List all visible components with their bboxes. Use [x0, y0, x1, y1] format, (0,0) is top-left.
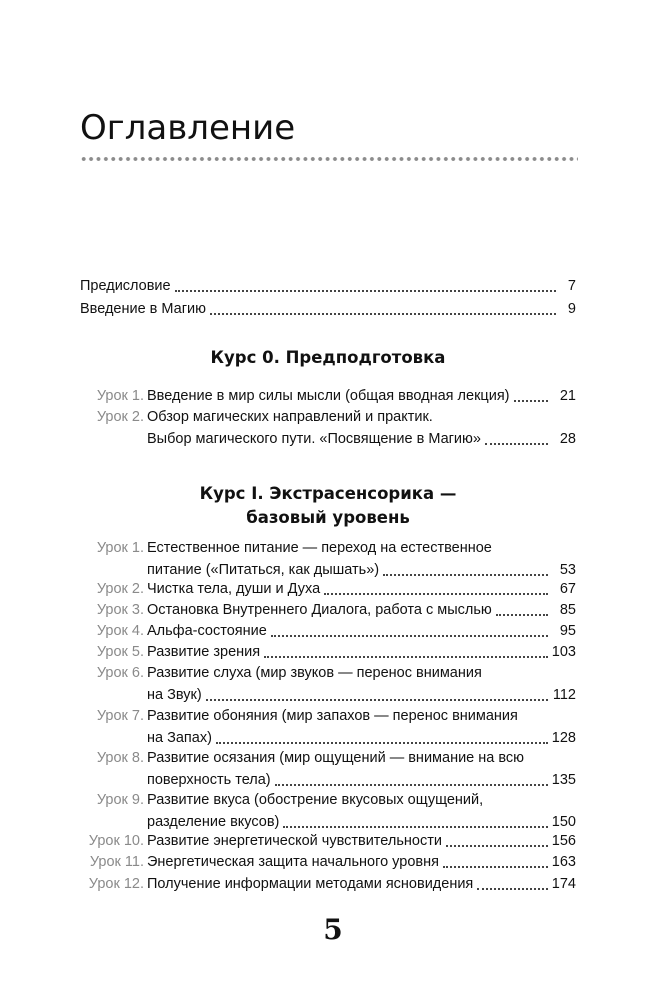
dot-leader	[206, 699, 548, 701]
lesson-title: Развитие энергетической чувствительности	[147, 833, 442, 849]
lesson-number: Урок 12.	[88, 876, 144, 892]
toc-page-number: 103	[551, 644, 576, 660]
lesson-title: разделение вкусов)	[147, 814, 280, 830]
lesson-number: Урок 9.	[96, 792, 144, 808]
lesson-number: Урок 4.	[96, 623, 144, 639]
lesson-title: Чистка тела, души и Духа	[147, 581, 321, 597]
lesson-number: Урок 2.	[96, 581, 144, 597]
dot-leader	[383, 574, 548, 576]
toc-entry-label: Введение в Магию	[80, 301, 206, 317]
toc-page-number: 9	[567, 301, 576, 317]
lesson-title: на Звук)	[147, 687, 202, 703]
toc-entry-preface[interactable]	[80, 275, 576, 297]
lesson-number: Урок 10.	[88, 833, 144, 849]
toc-page-number: 21	[559, 388, 576, 404]
toc-entry-introduction[interactable]	[80, 298, 576, 320]
dot-leader	[443, 866, 548, 868]
lesson-title: Развитие зрения	[147, 644, 261, 660]
toc-lesson[interactable]	[80, 620, 576, 642]
lesson-title: Выбор магического пути. «Посвящение в Магию»	[147, 431, 481, 447]
toc-page-number: 7	[567, 278, 576, 294]
toc-lesson[interactable]	[80, 385, 576, 407]
toc-lesson[interactable]	[80, 662, 576, 706]
lesson-number: Урок 7.	[96, 708, 144, 724]
dot-leader	[496, 614, 548, 616]
course-1-heading-line: Курс I. Экстрасенсорика —	[199, 484, 457, 503]
lesson-title-line: Развитие вкуса (обострение вкусовых ощущений,	[147, 792, 484, 808]
toc-lesson[interactable]	[80, 641, 576, 663]
lesson-title: Альфа-состояние	[147, 623, 267, 639]
lesson-title: поверхность тела)	[147, 772, 271, 788]
toc-page-number: 95	[559, 623, 576, 639]
dot-leader	[283, 826, 547, 828]
lesson-title: Остановка Внутреннего Диалога, работа с мыслью	[147, 602, 492, 618]
dot-leader	[446, 845, 548, 847]
toc-page-number: 85	[559, 602, 576, 618]
course-1-heading	[80, 482, 576, 530]
lesson-title-line: Естественное питание — переход на естественное	[147, 540, 492, 556]
page-number: 5	[323, 913, 343, 946]
lesson-title: питание («Питаться, как дышать»)	[147, 562, 380, 578]
lesson-title-line: Обзор магических направлений и практик.	[147, 409, 433, 425]
toc-lesson[interactable]	[80, 830, 576, 852]
toc-page-number: 150	[551, 814, 576, 830]
toc-entry-label: Предисловие	[80, 278, 171, 294]
lesson-title-line: Развитие обоняния (мир запахов — перенос внимания	[147, 708, 518, 724]
lesson-number: Урок 11.	[89, 854, 144, 870]
dot-leader	[514, 400, 549, 402]
dot-leader	[324, 593, 548, 595]
course-1-heading-line: базовый уровень	[246, 508, 410, 527]
toc-page-number: 67	[559, 581, 576, 597]
toc-page-number: 112	[552, 687, 576, 703]
toc-page-number: 135	[551, 772, 576, 788]
toc-lesson[interactable]	[80, 537, 576, 581]
lesson-number: Урок 1.	[96, 388, 144, 404]
lesson-title-line: Развитие осязания (мир ощущений — внимание на всю	[147, 750, 525, 766]
page-title: Оглавление	[80, 108, 296, 148]
lesson-title-line: Развитие слуха (мир звуков — перенос внимания	[147, 665, 482, 681]
toc-page-number: 28	[559, 431, 576, 447]
dot-leader	[175, 290, 556, 292]
toc-lesson[interactable]	[80, 747, 576, 791]
course-0-heading: Курс 0. Предподготовка	[210, 348, 446, 367]
toc-page-number: 128	[551, 730, 576, 746]
toc-page-number: 53	[559, 562, 576, 578]
toc-lesson[interactable]	[80, 406, 576, 450]
toc-lesson[interactable]	[80, 705, 576, 749]
lesson-title: Введение в мир силы мысли (общая вводная лекция)	[147, 388, 510, 404]
lesson-number: Урок 5.	[96, 644, 144, 660]
lesson-title: на Запах)	[147, 730, 212, 746]
lesson-title: Получение информации методами ясновидения	[147, 876, 474, 892]
dotted-divider	[80, 155, 578, 163]
toc-page-number: 156	[551, 833, 576, 849]
toc-lesson[interactable]	[80, 599, 576, 621]
lesson-number: Урок 1.	[96, 540, 144, 556]
toc-lesson[interactable]	[80, 851, 576, 873]
toc-lesson[interactable]	[80, 789, 576, 833]
lesson-number: Урок 8.	[96, 750, 144, 766]
dot-leader	[264, 656, 548, 658]
lesson-title: Энергетическая защита начального уровня	[147, 854, 439, 870]
dot-leader	[275, 784, 548, 786]
lesson-number: Урок 6.	[96, 665, 144, 681]
dot-leader	[271, 635, 548, 637]
dot-leader	[216, 742, 548, 744]
toc-page-number: 163	[551, 854, 576, 870]
dot-leader	[485, 443, 548, 445]
toc-lesson[interactable]	[80, 578, 576, 600]
lesson-number: Урок 3.	[96, 602, 144, 618]
toc-page-number: 174	[551, 876, 576, 892]
dot-leader	[477, 888, 548, 890]
toc-lesson[interactable]	[80, 873, 576, 895]
lesson-number: Урок 2.	[96, 409, 144, 425]
dot-leader	[210, 313, 556, 315]
